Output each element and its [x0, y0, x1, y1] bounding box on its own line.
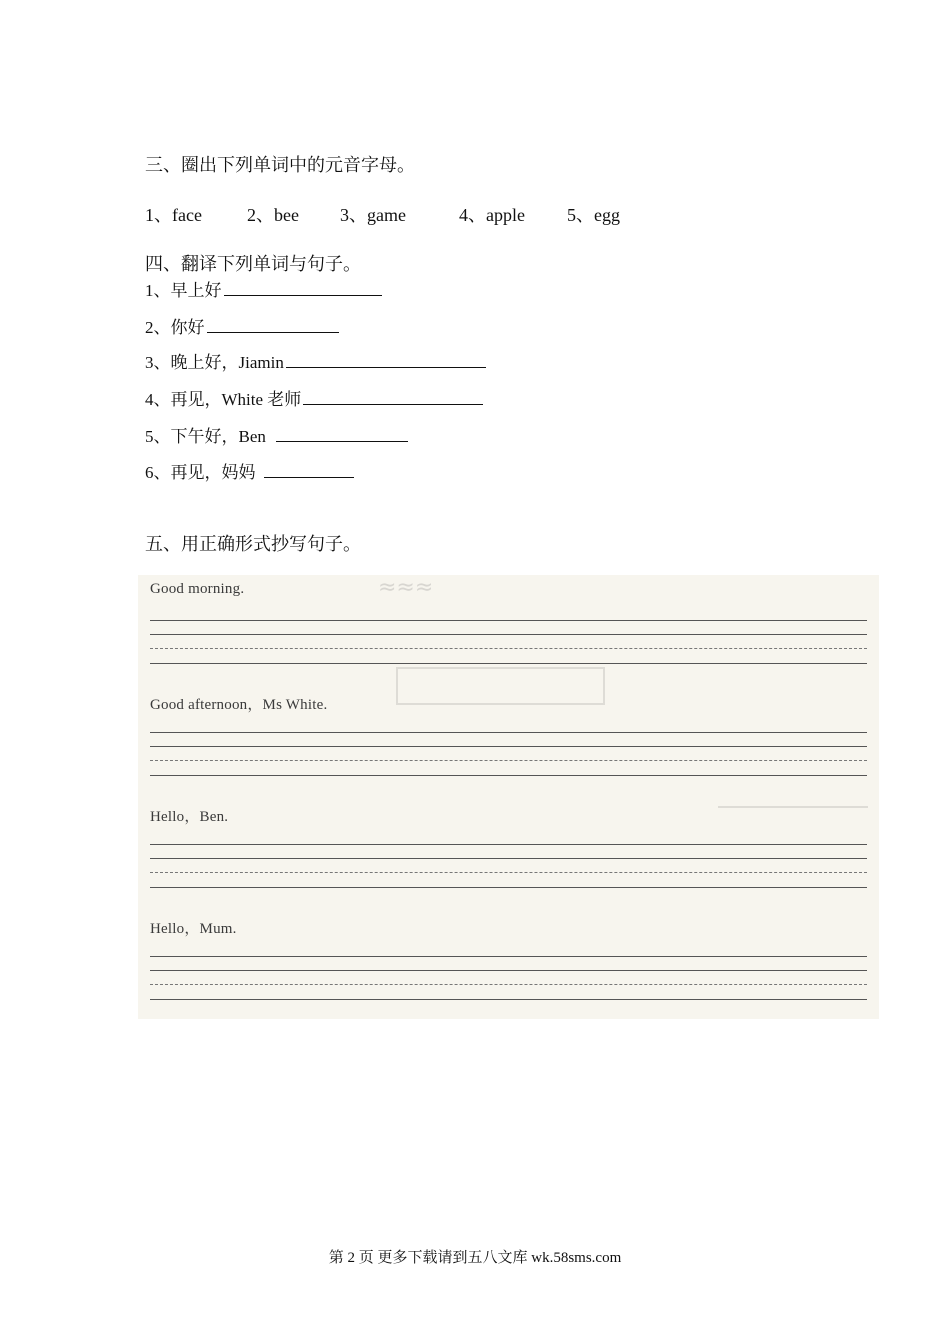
writing-line[interactable]	[150, 970, 867, 971]
translation-item-4	[145, 385, 483, 410]
answer-blank[interactable]	[276, 423, 408, 442]
writing-line[interactable]	[150, 746, 867, 747]
section-4-title: 四、翻译下列单词与句子。	[145, 254, 361, 274]
word-item: 1、face	[145, 205, 202, 225]
writing-line[interactable]	[150, 956, 867, 957]
writing-line[interactable]	[150, 663, 867, 664]
bleed-through-mark: ≈≈≈	[378, 575, 434, 600]
writing-line[interactable]	[150, 887, 867, 888]
scanned-copy-exercise	[138, 575, 879, 1019]
translation-prompt: 3、晚上好，Jiamin	[145, 353, 284, 372]
answer-blank[interactable]	[286, 349, 486, 368]
translation-prompt: 4、再见，White 老师	[145, 390, 302, 409]
page-footer: 第 2 页 更多下载请到五八文库 wk.58sms.com	[328, 1250, 622, 1266]
copy-prompt: Hello，Mum.	[150, 921, 237, 937]
writing-line[interactable]	[150, 844, 867, 845]
translation-prompt: 2、你好	[145, 318, 205, 337]
bleed-through-mark	[396, 667, 605, 705]
word-item: 3、game	[340, 205, 406, 225]
translation-item-5	[145, 422, 408, 447]
copy-prompt: Good afternoon，Ms White.	[150, 697, 328, 713]
bleed-through-mark	[718, 780, 868, 808]
translation-item-6	[145, 458, 354, 483]
section-5-title: 五、用正确形式抄写句子。	[145, 534, 361, 554]
translation-prompt: 1、早上好	[145, 281, 222, 300]
translation-item-2	[145, 313, 339, 338]
copy-prompt: Good morning.	[150, 581, 245, 597]
answer-blank[interactable]	[224, 277, 382, 296]
translation-item-3	[145, 348, 486, 373]
copy-prompt: Hello，Ben.	[150, 809, 229, 825]
writing-line[interactable]	[150, 648, 867, 649]
writing-line[interactable]	[150, 732, 867, 733]
writing-line[interactable]	[150, 760, 867, 761]
word-item: 4、apple	[459, 205, 525, 225]
writing-line[interactable]	[150, 620, 867, 621]
writing-line[interactable]	[150, 634, 867, 635]
translation-prompt: 6、再见，妈妈	[145, 463, 260, 482]
writing-line[interactable]	[150, 984, 867, 985]
answer-blank[interactable]	[264, 459, 354, 478]
vowel-word-list	[0, 201, 950, 225]
word-item: 2、bee	[247, 205, 299, 225]
writing-line[interactable]	[150, 775, 867, 776]
section-3-title: 三、圈出下列单词中的元音字母。	[145, 155, 415, 175]
answer-blank[interactable]	[207, 314, 339, 333]
translation-item-1	[145, 276, 382, 301]
writing-line[interactable]	[150, 999, 867, 1000]
word-item: 5、egg	[567, 205, 620, 225]
answer-blank[interactable]	[303, 386, 483, 405]
writing-line[interactable]	[150, 872, 867, 873]
translation-prompt: 5、下午好，Ben	[145, 427, 271, 446]
writing-line[interactable]	[150, 858, 867, 859]
